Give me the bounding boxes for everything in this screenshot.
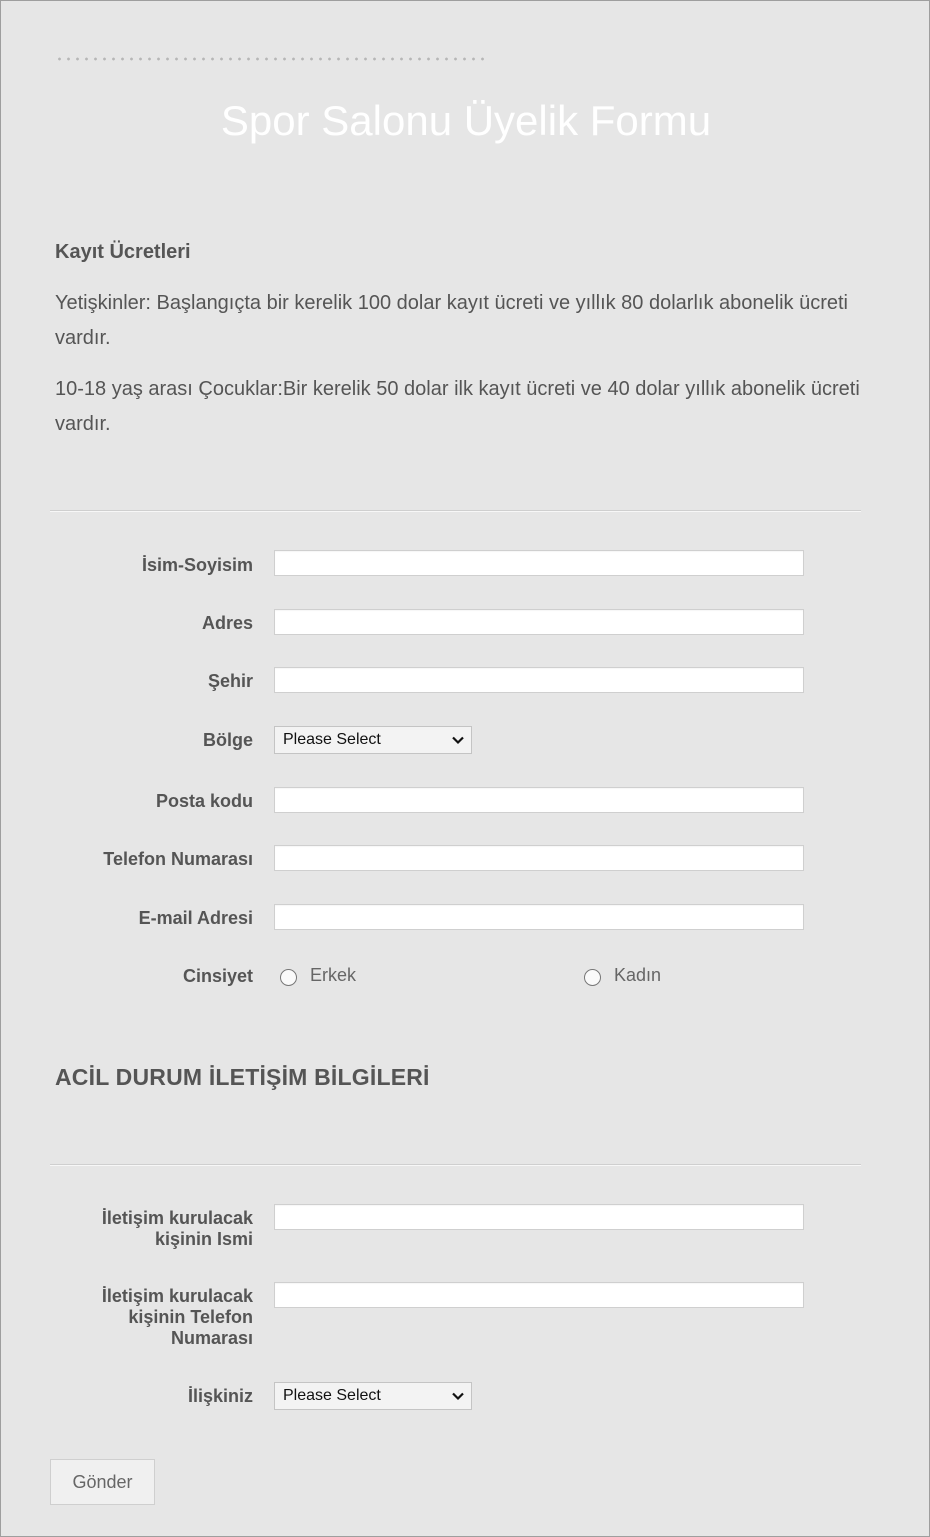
contact-phone-input[interactable] [274, 1282, 804, 1308]
relationship-label: İlişkiniz [187, 1386, 253, 1406]
postal-code-label: Posta kodu [155, 791, 253, 811]
name-label: İsim-Soyisim [141, 555, 253, 575]
gender-option-female[interactable] [584, 962, 661, 988]
fees-children-text: 10-18 yaş arası Çocuklar:Bir kerelik 50 dolar ilk kayıt ücreti ve 40 dolar yıllık abonelik ücreti vardır. [55, 378, 860, 435]
gender-label: Cinsiyet [182, 966, 253, 986]
chevron-down-icon [451, 1389, 465, 1403]
address-input[interactable] [274, 609, 804, 635]
contact-phone-label-line2: kişinin Telefon [128, 1307, 253, 1327]
emergency-heading: ACİL DURUM İLETİŞİM BİLGİLERİ [55, 1064, 430, 1090]
chevron-down-icon [451, 733, 465, 747]
radio-male[interactable] [280, 969, 297, 986]
section-divider [50, 1164, 861, 1166]
relationship-select-value: Please Select [283, 1387, 381, 1404]
section-divider [50, 510, 861, 512]
contact-phone-label-line3: Numarası [170, 1328, 253, 1348]
region-select-value: Please Select [283, 731, 381, 748]
city-input[interactable] [274, 667, 804, 693]
contact-phone-label [61, 1286, 253, 1349]
fees-adults-text: Yetişkinler: Başlangıçta bir kerelik 100 dolar kayıt ücreti ve yıllık 80 dolarlık abonelik ücreti vardır. [55, 292, 848, 349]
region-label: Bölge [202, 730, 253, 750]
contact-name-label-line2: kişinin Ismi [154, 1229, 253, 1249]
gender-option-male-label: Erkek [310, 964, 357, 985]
address-label: Adres [201, 613, 253, 633]
radio-female[interactable] [584, 969, 601, 986]
postal-code-input[interactable] [274, 787, 804, 813]
fees-heading: Kayıt Ücretleri [55, 241, 191, 263]
city-label: Şehir [207, 671, 253, 691]
submit-button[interactable]: Gönder [50, 1459, 155, 1505]
phone-label: Telefon Numarası [103, 849, 253, 869]
contact-name-label-line1: İletişim kurulacak [101, 1208, 253, 1228]
email-label: E-mail Adresi [138, 908, 253, 928]
gender-option-male[interactable] [280, 962, 356, 988]
gender-option-female-label: Kadın [614, 964, 662, 985]
email-input[interactable] [274, 904, 804, 930]
region-select[interactable] [274, 726, 472, 754]
decorative-dotted-line [55, 56, 485, 62]
name-input[interactable] [274, 550, 804, 576]
phone-input[interactable] [274, 845, 804, 871]
relationship-select[interactable] [274, 1382, 472, 1410]
contact-name-input[interactable] [274, 1204, 804, 1230]
contact-phone-label-line1: İletişim kurulacak [101, 1286, 253, 1306]
form-title: Spor Salonu Üyelik Formu [220, 97, 712, 144]
contact-name-label [61, 1208, 253, 1250]
